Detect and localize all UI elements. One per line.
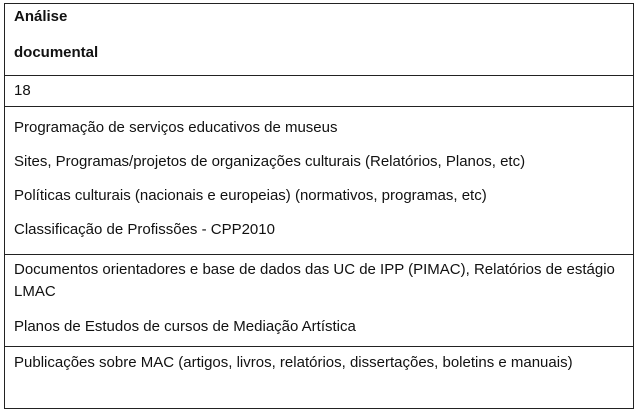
list-item: Classificação de Profissões - CPP2010: [14, 221, 275, 238]
list-item: Políticas culturais (nacionais e europeias) (normativos, programas, etc): [14, 187, 487, 204]
list-item: Documentos orientadores e base de dados das UC de IPP (PIMAC), Relatórios de estágio LMAC: [14, 261, 615, 300]
count-row: [5, 76, 633, 107]
list-item: Sites, Programas/projetos de organizações culturais (Relatórios, Planos, etc): [14, 153, 526, 170]
table-row: [5, 107, 633, 255]
list-item: Programação de serviços educativos de museus: [14, 119, 338, 136]
header-label-line1: Análise: [14, 8, 68, 25]
list-item: Planos de Estudos de cursos de Mediação Artística: [14, 318, 356, 335]
document-count: 18: [14, 82, 31, 99]
table-header-row: [5, 4, 633, 76]
table-row: [5, 255, 633, 347]
document-table: [4, 3, 634, 409]
header-label-line2: documental: [14, 44, 99, 61]
table-row: [5, 347, 633, 409]
list-item: Publicações sobre MAC (artigos, livros, relatórios, dissertações, boletins e manuais): [14, 354, 573, 371]
